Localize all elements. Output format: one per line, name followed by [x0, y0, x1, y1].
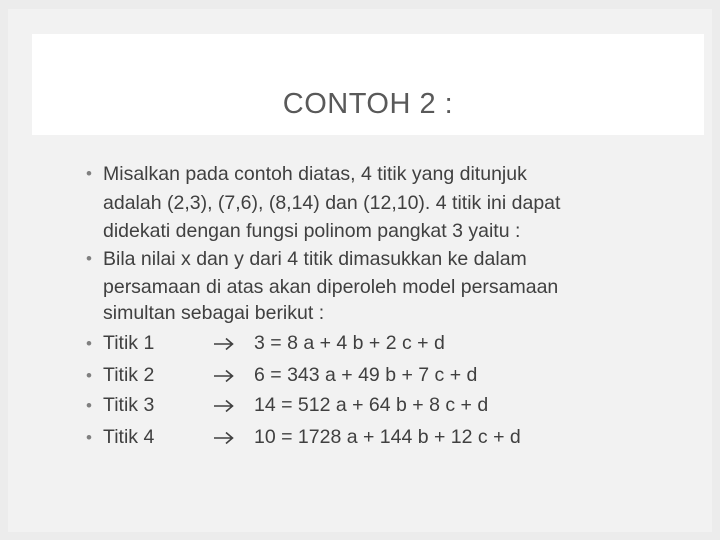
- point-label: Titik 4: [103, 426, 155, 448]
- point-label: Titik 1: [103, 332, 155, 354]
- paragraph-line: simultan sebagai berikut :: [103, 302, 325, 324]
- bullet-marker: •: [86, 428, 92, 447]
- bullet-marker: •: [86, 164, 92, 183]
- paragraph-line: Bila nilai x dan y dari 4 titik dimasukkan ke dalam: [103, 248, 527, 270]
- point-equation: 14 = 512 a + 64 b + 8 c + d: [254, 394, 489, 416]
- bullet-marker: •: [86, 366, 92, 385]
- paragraph-line: adalah (2,3), (7,6), (8,14) dan (12,10). 4 titik ini dapat: [103, 192, 561, 214]
- paragraph-line: persamaan di atas akan diperoleh model persamaan: [103, 276, 559, 298]
- bullet-marker: •: [86, 396, 92, 415]
- slide-title: CONTOH 2 :: [282, 88, 454, 120]
- point-equation: 3 = 8 a + 4 b + 2 c + d: [254, 332, 445, 354]
- right-arrow-icon: [213, 431, 235, 445]
- right-arrow-icon: [213, 399, 235, 413]
- point-label: Titik 2: [103, 364, 155, 386]
- point-label: Titik 3: [103, 394, 155, 416]
- bullet-marker: •: [86, 334, 92, 353]
- right-arrow-icon: [213, 369, 235, 383]
- paragraph-line: Misalkan pada contoh diatas, 4 titik yang ditunjuk: [103, 163, 527, 185]
- point-equation: 10 = 1728 a + 144 b + 12 c + d: [254, 426, 521, 448]
- right-arrow-icon: [213, 337, 235, 351]
- bullet-marker: •: [86, 249, 92, 268]
- paragraph-line: didekati dengan fungsi polinom pangkat 3 yaitu :: [103, 220, 521, 242]
- point-equation: 6 = 343 a + 49 b + 7 c + d: [254, 364, 478, 386]
